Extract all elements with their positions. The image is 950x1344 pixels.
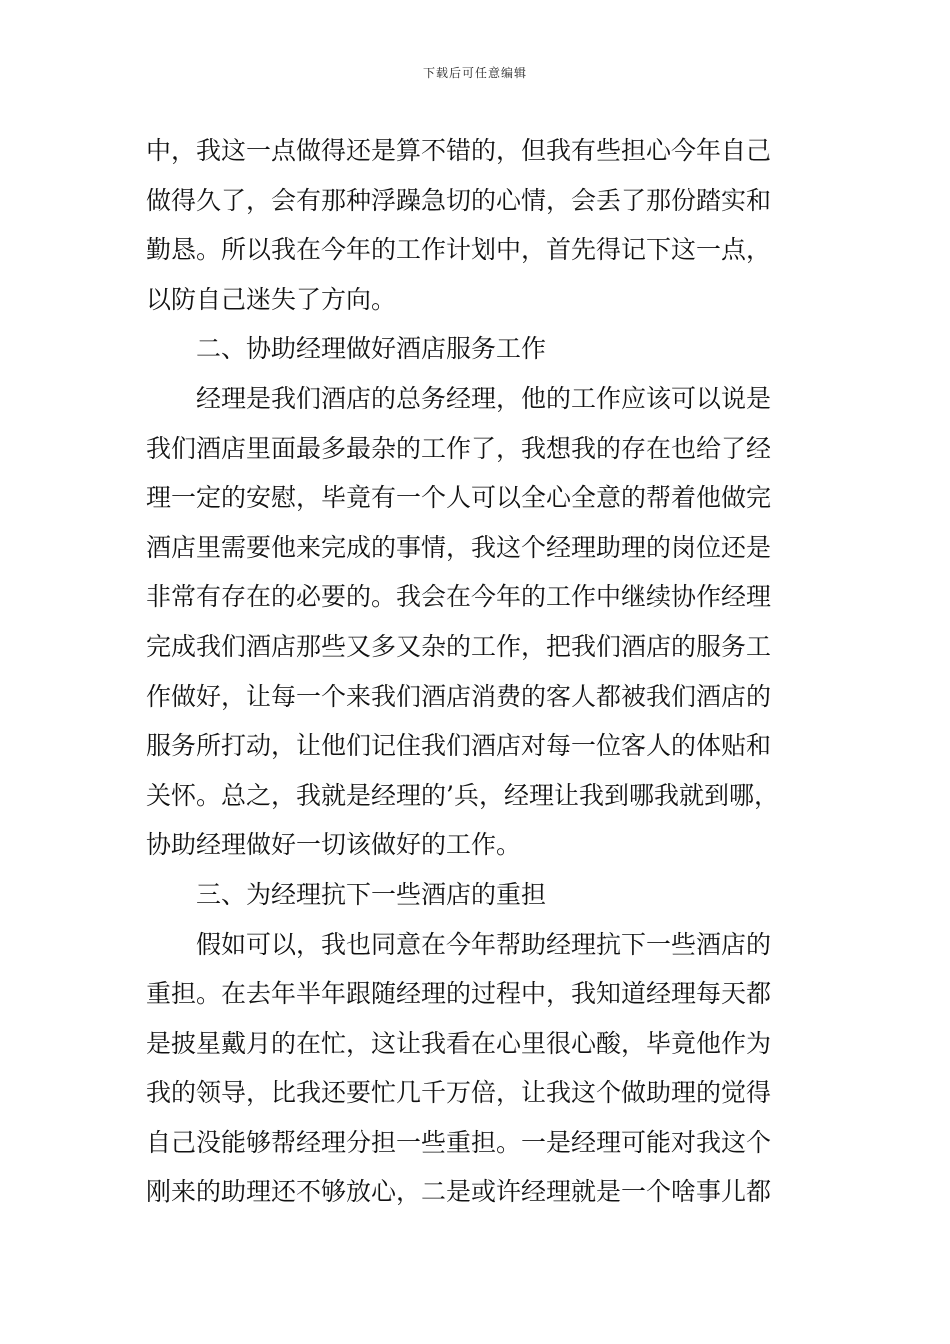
- text-line: 协助经理做好一切该做好的工作。: [146, 830, 522, 860]
- text-line: 关怀。总之，我就是经理的’兵，经理让我到哪我就到哪，: [146, 780, 779, 810]
- text-line: 假如可以，我也同意在今年帮助经理抗下一些酒店的: [196, 929, 772, 959]
- text-line: 中，我这一点做得还是算不错的，但我有些担心今年自己: [146, 136, 772, 165]
- text-line: 刚来的助理还不够放心，二是或许经理就是一个啥事儿都: [146, 1177, 772, 1207]
- text-line: 服务所打动，让他们记住我们酒店对每一位客人的体贴和: [146, 731, 772, 761]
- text-line: 做得久了，会有那种浮躁急切的心情，会丢了那份踏实和: [146, 185, 772, 215]
- text-line: 非常有存在的必要的。我会在今年的工作中继续协作经理: [146, 582, 772, 612]
- text-line: 以防自己迷失了方向。: [146, 284, 397, 314]
- document-body: [146, 126, 826, 1217]
- text-line: 我的领导，比我还要忙几千万倍，让我这个做助理的觉得: [146, 1078, 772, 1108]
- text-line: 作做好，让每一个来我们酒店消费的客人都被我们酒店的: [146, 681, 772, 711]
- text-line: 经理是我们酒店的总务经理，他的工作应该可以说是: [196, 383, 772, 413]
- text-line: 重担。在去年半年跟随经理的过程中，我知道经理每天都: [146, 979, 772, 1009]
- text-line: 完成我们酒店那些又多又杂的工作，把我们酒店的服务工: [146, 631, 772, 661]
- text-line: 勤恳。所以我在今年的工作计划中，首先得记下这一点，: [146, 235, 772, 265]
- text-line: 自己没能够帮经理分担一些重担。一是经理可能对我这个: [146, 1127, 772, 1157]
- section-heading: 三、为经理抗下一些酒店的重担: [196, 879, 547, 909]
- text-line: 酒店里需要他来完成的事情，我这个经理助理的岗位还是: [146, 532, 772, 562]
- text-line: 我们酒店里面最多最杂的工作了，我想我的存在也给了经: [146, 433, 772, 463]
- text-line: 是披星戴月的在忙，这让我看在心里很心酸，毕竟他作为: [146, 1028, 772, 1058]
- text-line: 理一定的安慰，毕竟有一个人可以全心全意的帮着他做完: [146, 483, 772, 513]
- page-header: 下载后可任意编辑: [422, 66, 527, 80]
- section-heading: 二、协助经理做好酒店服务工作: [196, 334, 547, 364]
